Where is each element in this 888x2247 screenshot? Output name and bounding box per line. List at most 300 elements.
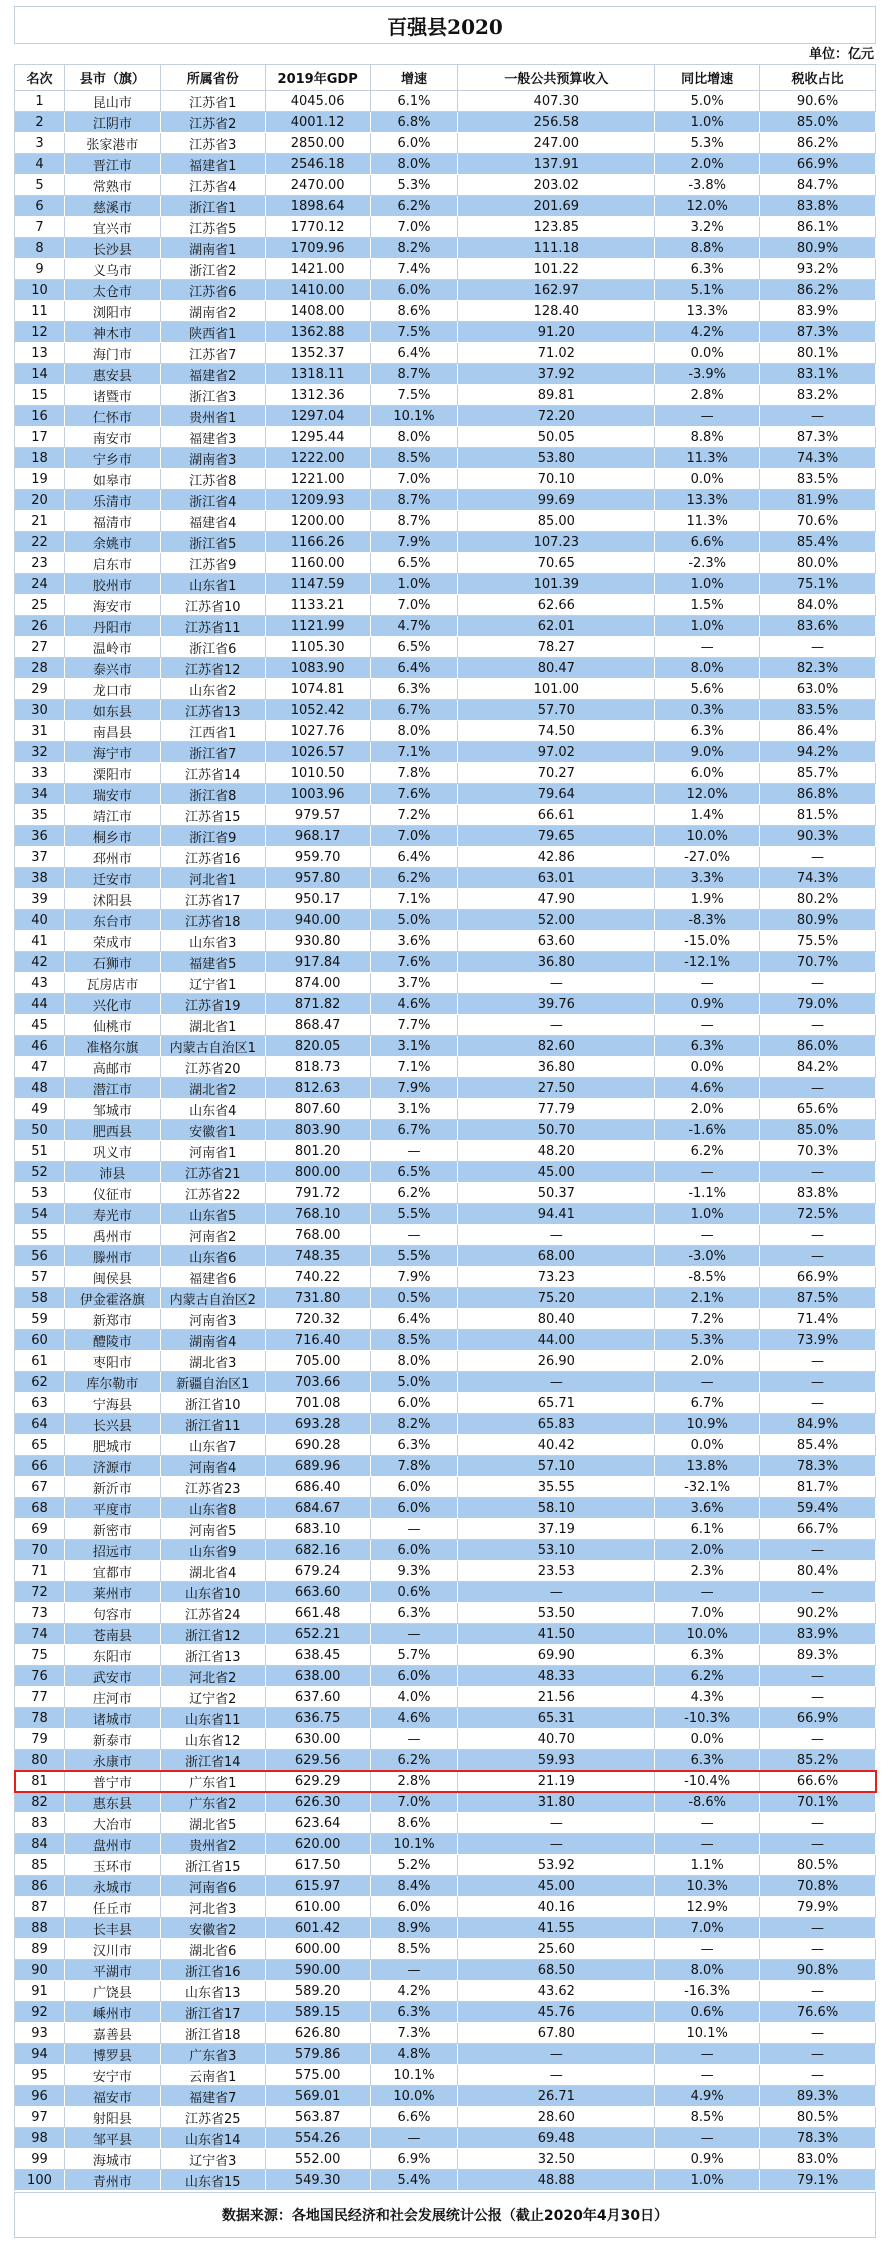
cell-budget-revenue: 80.40	[458, 1309, 655, 1330]
table-row	[15, 889, 876, 910]
cell-revenue-growth: 6.2%	[655, 1666, 760, 1687]
cell-revenue-growth: 6.3%	[655, 1645, 760, 1666]
cell-gdp-growth: 5.5%	[371, 1204, 459, 1225]
cell-rank: 24	[15, 574, 65, 595]
cell-budget-revenue: 35.55	[458, 1477, 655, 1498]
cell-revenue-growth: 2.0%	[655, 1351, 760, 1372]
cell-gdp-2019: 1221.00	[266, 469, 371, 490]
cell-gdp-growth: 6.2%	[371, 868, 459, 889]
cell-revenue-growth: 2.0%	[655, 154, 760, 175]
cell-province: 江苏省23	[161, 1477, 266, 1498]
cell-county: 邹城市	[65, 1099, 161, 1120]
table-row	[15, 1561, 876, 1582]
cell-budget-revenue: 85.00	[458, 511, 655, 532]
cell-province: 江西省1	[161, 721, 266, 742]
table-row	[15, 1414, 876, 1435]
cell-budget-revenue: 70.65	[458, 553, 655, 574]
table-row	[15, 763, 876, 784]
cell-budget-revenue: 68.00	[458, 1246, 655, 1267]
cell-province: 湖南省4	[161, 1330, 266, 1351]
cell-gdp-2019: 579.86	[266, 2044, 371, 2065]
table-row	[15, 1750, 876, 1771]
cell-province: 山东省5	[161, 1204, 266, 1225]
cell-gdp-growth: 6.4%	[371, 343, 459, 364]
cell-rank: 23	[15, 553, 65, 574]
cell-tax-share: 66.9%	[760, 1708, 876, 1729]
cell-gdp-2019: 979.57	[266, 805, 371, 826]
cell-rank: 85	[15, 1855, 65, 1876]
cell-county: 邹平县	[65, 2128, 161, 2149]
cell-revenue-growth: 6.3%	[655, 259, 760, 280]
cell-tax-share: 63.0%	[760, 679, 876, 700]
cell-rank: 78	[15, 1708, 65, 1729]
cell-revenue-growth: —	[655, 973, 760, 994]
cell-revenue-growth: 6.0%	[655, 763, 760, 784]
cell-rank: 94	[15, 2044, 65, 2065]
cell-county: 宜都市	[65, 1561, 161, 1582]
cell-budget-revenue: —	[458, 1015, 655, 1036]
cell-county: 沭阳县	[65, 889, 161, 910]
cell-county: 如东县	[65, 700, 161, 721]
cell-tax-share: —	[760, 973, 876, 994]
cell-revenue-growth: —	[655, 637, 760, 658]
cell-rank: 61	[15, 1351, 65, 1372]
cell-tax-share: 87.3%	[760, 322, 876, 343]
cell-rank: 87	[15, 1897, 65, 1918]
cell-tax-share: 80.4%	[760, 1561, 876, 1582]
cell-rank: 58	[15, 1288, 65, 1309]
cell-tax-share: 66.6%	[760, 1771, 876, 1792]
cell-county: 海门市	[65, 343, 161, 364]
cell-revenue-growth: 0.0%	[655, 343, 760, 364]
table-row	[15, 1540, 876, 1561]
cell-tax-share: 70.7%	[760, 952, 876, 973]
table-row	[15, 1876, 876, 1897]
cell-gdp-growth: —	[371, 1729, 459, 1750]
cell-county: 乐清市	[65, 490, 161, 511]
cell-tax-share: —	[760, 1918, 876, 1939]
cell-gdp-growth: 6.5%	[371, 1162, 459, 1183]
cell-budget-revenue: 107.23	[458, 532, 655, 553]
cell-province: 江苏省17	[161, 889, 266, 910]
cell-gdp-2019: 575.00	[266, 2065, 371, 2086]
cell-province: 浙江省17	[161, 2002, 266, 2023]
cell-county: 长沙县	[65, 238, 161, 259]
cell-county: 沛县	[65, 1162, 161, 1183]
cell-rank: 72	[15, 1582, 65, 1603]
cell-revenue-growth: 0.0%	[655, 1435, 760, 1456]
cell-gdp-2019: 731.80	[266, 1288, 371, 1309]
cell-province: 山东省8	[161, 1498, 266, 1519]
cell-county: 平湖市	[65, 1960, 161, 1981]
table-row	[15, 679, 876, 700]
cell-tax-share: 74.3%	[760, 868, 876, 889]
cell-budget-revenue: 31.80	[458, 1792, 655, 1813]
cell-province: 江苏省11	[161, 616, 266, 637]
cell-rank: 69	[15, 1519, 65, 1540]
cell-gdp-growth: 8.5%	[371, 1939, 459, 1960]
cell-budget-revenue: 73.23	[458, 1267, 655, 1288]
cell-tax-share: 70.6%	[760, 511, 876, 532]
cell-gdp-2019: 701.08	[266, 1393, 371, 1414]
table-row	[15, 1645, 876, 1666]
cell-revenue-growth: 13.8%	[655, 1456, 760, 1477]
cell-rank: 5	[15, 175, 65, 196]
cell-tax-share: —	[760, 1015, 876, 1036]
table-row	[15, 658, 876, 679]
cell-gdp-2019: 630.00	[266, 1729, 371, 1750]
table-row	[15, 91, 876, 112]
cell-gdp-2019: 1027.76	[266, 721, 371, 742]
cell-budget-revenue: 53.80	[458, 448, 655, 469]
cell-gdp-2019: 1105.30	[266, 637, 371, 658]
cell-rank: 97	[15, 2107, 65, 2128]
cell-revenue-growth: 7.2%	[655, 1309, 760, 1330]
cell-province: 河北省3	[161, 1897, 266, 1918]
cell-gdp-growth: 6.6%	[371, 2107, 459, 2128]
cell-gdp-2019: 1003.96	[266, 784, 371, 805]
cell-gdp-growth: 6.0%	[371, 1393, 459, 1414]
cell-budget-revenue: 69.90	[458, 1645, 655, 1666]
cell-gdp-growth: 6.3%	[371, 2002, 459, 2023]
cell-tax-share: 85.2%	[760, 1750, 876, 1771]
cell-rank: 62	[15, 1372, 65, 1393]
cell-gdp-growth: 0.6%	[371, 1582, 459, 1603]
table-row	[15, 973, 876, 994]
cell-gdp-growth: 4.6%	[371, 1708, 459, 1729]
cell-gdp-growth: 8.2%	[371, 1414, 459, 1435]
table-row	[15, 1792, 876, 1813]
cell-rank: 8	[15, 238, 65, 259]
cell-revenue-growth: 5.3%	[655, 133, 760, 154]
cell-rank: 76	[15, 1666, 65, 1687]
cell-province: 江苏省3	[161, 133, 266, 154]
cell-rank: 40	[15, 910, 65, 931]
cell-rank: 26	[15, 616, 65, 637]
cell-budget-revenue: 40.70	[458, 1729, 655, 1750]
cell-county: 江阴市	[65, 112, 161, 133]
cell-county: 玉环市	[65, 1855, 161, 1876]
cell-province: 山东省13	[161, 1981, 266, 2002]
cell-revenue-growth: 3.2%	[655, 217, 760, 238]
cell-budget-revenue: 57.70	[458, 700, 655, 721]
cell-rank: 99	[15, 2149, 65, 2170]
cell-county: 东台市	[65, 910, 161, 931]
cell-tax-share: 93.2%	[760, 259, 876, 280]
cell-tax-share: 84.2%	[760, 1057, 876, 1078]
cell-county: 温岭市	[65, 637, 161, 658]
cell-budget-revenue: 74.50	[458, 721, 655, 742]
table-row	[15, 2002, 876, 2023]
cell-province: 山东省10	[161, 1582, 266, 1603]
table-row	[15, 280, 876, 301]
cell-province: 江苏省20	[161, 1057, 266, 1078]
table-row	[15, 427, 876, 448]
table-row	[15, 574, 876, 595]
cell-revenue-growth: -16.3%	[655, 1981, 760, 2002]
cell-revenue-growth: —	[655, 1582, 760, 1603]
cell-budget-revenue: 203.02	[458, 175, 655, 196]
table-row	[15, 1456, 876, 1477]
cell-gdp-growth: 8.4%	[371, 1876, 459, 1897]
cell-tax-share: 83.5%	[760, 700, 876, 721]
cell-budget-revenue: 59.93	[458, 1750, 655, 1771]
cell-county: 义乌市	[65, 259, 161, 280]
cell-revenue-growth: 7.0%	[655, 1918, 760, 1939]
cell-tax-share: —	[760, 1666, 876, 1687]
cell-tax-share: —	[760, 1246, 876, 1267]
cell-gdp-2019: 2850.00	[266, 133, 371, 154]
cell-tax-share: 90.2%	[760, 1603, 876, 1624]
cell-rank: 28	[15, 658, 65, 679]
cell-gdp-2019: 1133.21	[266, 595, 371, 616]
cell-gdp-2019: 705.00	[266, 1351, 371, 1372]
cell-revenue-growth: 10.0%	[655, 826, 760, 847]
cell-gdp-growth: 3.6%	[371, 931, 459, 952]
cell-budget-revenue: 68.50	[458, 1960, 655, 1981]
cell-revenue-growth: 10.3%	[655, 1876, 760, 1897]
cell-county: 嘉善县	[65, 2023, 161, 2044]
cell-revenue-growth: 1.0%	[655, 112, 760, 133]
cell-province: 山东省6	[161, 1246, 266, 1267]
cell-county: 安宁市	[65, 2065, 161, 2086]
cell-revenue-growth: —	[655, 1372, 760, 1393]
cell-revenue-growth: 4.6%	[655, 1078, 760, 1099]
cell-rank: 89	[15, 1939, 65, 1960]
cell-gdp-growth: 6.0%	[371, 1666, 459, 1687]
cell-province: 浙江省6	[161, 637, 266, 658]
cell-tax-share: —	[760, 1813, 876, 1834]
cell-gdp-2019: 720.32	[266, 1309, 371, 1330]
cell-gdp-growth: 7.5%	[371, 385, 459, 406]
cell-county: 海安市	[65, 595, 161, 616]
cell-gdp-2019: 868.47	[266, 1015, 371, 1036]
cell-revenue-growth: 6.6%	[655, 532, 760, 553]
cell-tax-share: 83.9%	[760, 301, 876, 322]
cell-county: 库尔勒市	[65, 1372, 161, 1393]
cell-gdp-2019: 1898.64	[266, 196, 371, 217]
table-row	[15, 2149, 876, 2170]
cell-budget-revenue: 94.41	[458, 1204, 655, 1225]
cell-budget-revenue: 53.92	[458, 1855, 655, 1876]
cell-gdp-2019: 818.73	[266, 1057, 371, 1078]
cell-rank: 91	[15, 1981, 65, 2002]
cell-gdp-growth: 6.0%	[371, 1477, 459, 1498]
cell-tax-share: 83.9%	[760, 1624, 876, 1645]
cell-gdp-growth: 2.8%	[371, 1771, 459, 1792]
cell-tax-share: 80.9%	[760, 910, 876, 931]
cell-tax-share: 81.7%	[760, 1477, 876, 1498]
cell-gdp-2019: 800.00	[266, 1162, 371, 1183]
table-row	[15, 322, 876, 343]
cell-county: 济源市	[65, 1456, 161, 1477]
cell-tax-share: —	[760, 1351, 876, 1372]
cell-county: 长兴县	[65, 1414, 161, 1435]
cell-budget-revenue: 41.50	[458, 1624, 655, 1645]
cell-revenue-growth: —	[655, 2128, 760, 2149]
cell-province: 浙江省4	[161, 490, 266, 511]
cell-gdp-2019: 950.17	[266, 889, 371, 910]
cell-revenue-growth: —	[655, 1939, 760, 1960]
cell-rank: 42	[15, 952, 65, 973]
cell-budget-revenue: 80.47	[458, 658, 655, 679]
column-header-revenue-growth: 同比增速	[655, 65, 760, 91]
cell-gdp-growth: 6.4%	[371, 847, 459, 868]
table-row	[15, 931, 876, 952]
cell-gdp-growth: 8.0%	[371, 427, 459, 448]
cell-county: 肥城市	[65, 1435, 161, 1456]
cell-budget-revenue: —	[458, 1813, 655, 1834]
cell-gdp-growth: 7.9%	[371, 1267, 459, 1288]
cell-gdp-2019: 663.60	[266, 1582, 371, 1603]
cell-province: 河南省6	[161, 1876, 266, 1897]
cell-rank: 82	[15, 1792, 65, 1813]
cell-province: 新疆自治区1	[161, 1372, 266, 1393]
cell-county: 惠安县	[65, 364, 161, 385]
cell-gdp-2019: 552.00	[266, 2149, 371, 2170]
cell-tax-share: 83.1%	[760, 364, 876, 385]
cell-county: 荣成市	[65, 931, 161, 952]
cell-rank: 32	[15, 742, 65, 763]
cell-tax-share: 85.0%	[760, 1120, 876, 1141]
cell-rank: 68	[15, 1498, 65, 1519]
cell-rank: 29	[15, 679, 65, 700]
cell-budget-revenue: —	[458, 2044, 655, 2065]
cell-gdp-2019: 959.70	[266, 847, 371, 868]
cell-tax-share: 80.0%	[760, 553, 876, 574]
cell-county: 南昌县	[65, 721, 161, 742]
cell-county: 启东市	[65, 553, 161, 574]
cell-revenue-growth: 0.9%	[655, 994, 760, 1015]
cell-gdp-2019: 791.72	[266, 1183, 371, 1204]
cell-tax-share: 81.9%	[760, 490, 876, 511]
cell-budget-revenue: 28.60	[458, 2107, 655, 2128]
cell-province: 福建省5	[161, 952, 266, 973]
table-row	[15, 553, 876, 574]
cell-county: 射阳县	[65, 2107, 161, 2128]
cell-rank: 98	[15, 2128, 65, 2149]
cell-county: 醴陵市	[65, 1330, 161, 1351]
table-row	[15, 700, 876, 721]
table-row	[15, 1393, 876, 1414]
cell-gdp-2019: 686.40	[266, 1477, 371, 1498]
cell-province: 江苏省9	[161, 553, 266, 574]
cell-revenue-growth: -15.0%	[655, 931, 760, 952]
table-row	[15, 1036, 876, 1057]
cell-county: 莱州市	[65, 1582, 161, 1603]
table-row	[15, 196, 876, 217]
cell-tax-share: 89.3%	[760, 1645, 876, 1666]
cell-gdp-growth: 7.1%	[371, 1057, 459, 1078]
cell-budget-revenue: 66.61	[458, 805, 655, 826]
cell-tax-share: 71.4%	[760, 1309, 876, 1330]
cell-tax-share: 72.5%	[760, 1204, 876, 1225]
cell-province: 广东省1	[161, 1771, 266, 1792]
cell-gdp-2019: 617.50	[266, 1855, 371, 1876]
column-header-gdp-growth: 增速	[371, 65, 459, 91]
cell-province: 湖北省6	[161, 1939, 266, 1960]
cell-province: 湖南省1	[161, 238, 266, 259]
cell-county: 石狮市	[65, 952, 161, 973]
cell-gdp-growth: 3.7%	[371, 973, 459, 994]
cell-gdp-2019: 1026.57	[266, 742, 371, 763]
cell-county: 新沂市	[65, 1477, 161, 1498]
cell-rank: 22	[15, 532, 65, 553]
cell-gdp-2019: 917.84	[266, 952, 371, 973]
cell-rank: 59	[15, 1309, 65, 1330]
cell-gdp-2019: 689.96	[266, 1456, 371, 1477]
table-row	[15, 2128, 876, 2149]
cell-revenue-growth: 12.0%	[655, 196, 760, 217]
cell-county: 新密市	[65, 1519, 161, 1540]
cell-county: 海城市	[65, 2149, 161, 2170]
cell-county: 晋江市	[65, 154, 161, 175]
cell-rank: 13	[15, 343, 65, 364]
cell-province: 湖北省4	[161, 1561, 266, 1582]
cell-tax-share: 70.1%	[760, 1792, 876, 1813]
cell-revenue-growth: 8.0%	[655, 658, 760, 679]
table-row	[15, 805, 876, 826]
cell-province: 河南省1	[161, 1141, 266, 1162]
cell-gdp-growth: 8.5%	[371, 448, 459, 469]
cell-budget-revenue: 62.01	[458, 616, 655, 637]
cell-tax-share: —	[760, 1393, 876, 1414]
cell-revenue-growth: 1.5%	[655, 595, 760, 616]
cell-gdp-2019: 940.00	[266, 910, 371, 931]
cell-budget-revenue: 65.31	[458, 1708, 655, 1729]
cell-county: 丹阳市	[65, 616, 161, 637]
cell-gdp-growth: 7.0%	[371, 826, 459, 847]
cell-province: 浙江省3	[161, 385, 266, 406]
cell-tax-share: 94.2%	[760, 742, 876, 763]
cell-tax-share: 86.1%	[760, 217, 876, 238]
cell-tax-share: 75.5%	[760, 931, 876, 952]
cell-rank: 52	[15, 1162, 65, 1183]
cell-revenue-growth: 10.0%	[655, 1624, 760, 1645]
cell-county: 瑞安市	[65, 784, 161, 805]
cell-budget-revenue: 101.00	[458, 679, 655, 700]
cell-budget-revenue: 65.71	[458, 1393, 655, 1414]
cell-province: 浙江省12	[161, 1624, 266, 1645]
cell-county: 常熟市	[65, 175, 161, 196]
cell-province: 贵州省2	[161, 1834, 266, 1855]
cell-revenue-growth: -8.6%	[655, 1792, 760, 1813]
cell-province: 福建省4	[161, 511, 266, 532]
cell-gdp-growth: 7.5%	[371, 322, 459, 343]
cell-gdp-growth: 9.3%	[371, 1561, 459, 1582]
cell-budget-revenue: —	[458, 1225, 655, 1246]
cell-gdp-2019: 1209.93	[266, 490, 371, 511]
cell-rank: 77	[15, 1687, 65, 1708]
table-row	[15, 490, 876, 511]
cell-gdp-2019: 1297.04	[266, 406, 371, 427]
cell-tax-share: 80.1%	[760, 343, 876, 364]
cell-tax-share: —	[760, 1729, 876, 1750]
cell-province: 江苏省22	[161, 1183, 266, 1204]
cell-county: 太仓市	[65, 280, 161, 301]
cell-province: 山东省7	[161, 1435, 266, 1456]
cell-gdp-growth: 6.2%	[371, 196, 459, 217]
cell-revenue-growth: 1.0%	[655, 616, 760, 637]
cell-gdp-growth: 6.2%	[371, 1750, 459, 1771]
cell-gdp-growth: 8.0%	[371, 721, 459, 742]
cell-county: 靖江市	[65, 805, 161, 826]
cell-county: 张家港市	[65, 133, 161, 154]
cell-budget-revenue: 45.76	[458, 2002, 655, 2023]
cell-province: 江苏省12	[161, 658, 266, 679]
table-row	[15, 112, 876, 133]
cell-revenue-growth: 1.0%	[655, 574, 760, 595]
